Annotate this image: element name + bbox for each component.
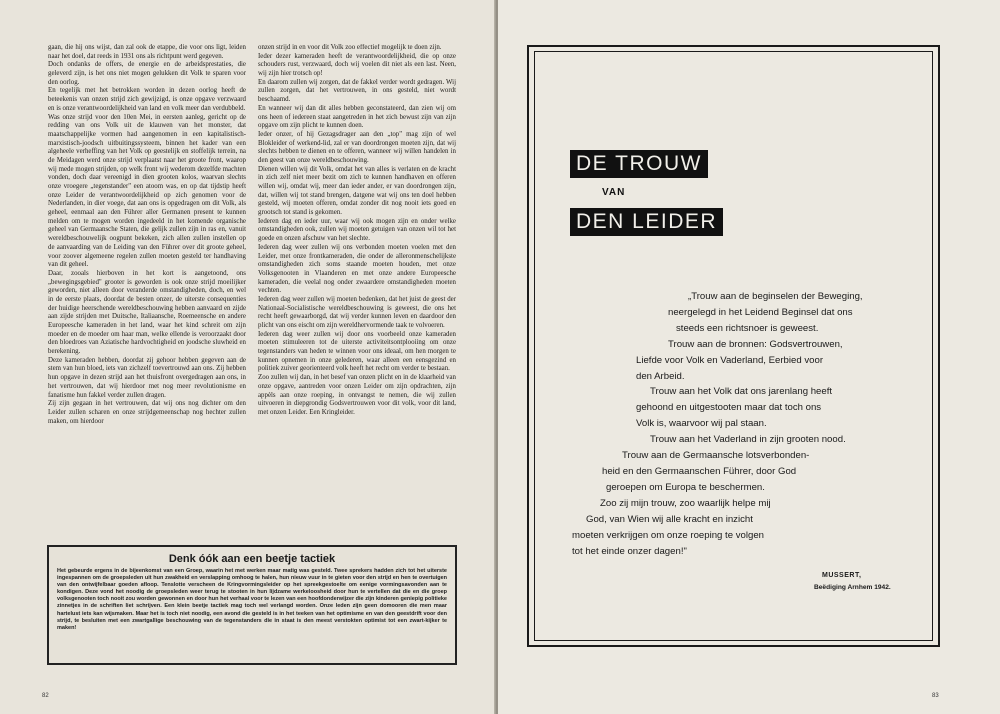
paragraph: Iederen dag weer zullen wij ons verbonden moeten voelen met den Leider, met onze frontkameraden, die onder de alleronmenschelijkste omstandigheden zich soms staande moeten houden, met onze Volksgenooten in Vlaanderen en met onze andere Europeesche kameraden, die veelal nog onder zwaardere omstandigheden moeten vechten.	[258, 243, 456, 295]
paragraph: Iederen dag en ieder uur, waar wij ook mogen zijn en onder welke omstandigheden ook, zullen wij moeten getuigen van onzen wil tot het goede en onzen afschuw van het slechte.	[258, 217, 456, 243]
paragraph: onzen strijd in en voor dit Volk zoo effectief mogelijk te doen zijn.	[258, 44, 442, 51]
text-column-left	[48, 44, 246, 534]
title-line-3: DEN LEIDER	[570, 208, 723, 236]
oath-line: Trouw aan het Vaderland in zijn grooten nood.	[650, 434, 846, 446]
paragraph: Ieder onzer, of hij Gezagsdrager aan den „top" mag zijn of wel Blokleider of werkend-lid, zal er van doordrongen moeten zijn, dat wij slechts hebben te dienen en te offeren, wanneer wij willen handelen in den geest van onze wereldbeschouwing.	[258, 130, 456, 164]
paragraph: Dienen willen wij dit Volk, omdat het van alles is verlaten en de kracht in zich zelf niet meer bezit om zich te kunnen handhaven en offeren willen wij, omdat wij, meer dan ieder ander, er van doordrongen zijn, dat, willen wij tot stand brengen, datgene wat wij ons ten doel hebben gesteld, wij moeten offeren, omdat zonder dit nog nooit iets goed en grootsch tot stand is gekomen.	[258, 165, 456, 217]
tactics-heading: Denk óók aan een beetje tactiek	[168, 553, 336, 565]
paragraph: Zoo zullen wij dan, in het besef van onzen plicht en in de klaarheid van onze opgave, aantreden voor onzen Leider om zijn opdrachten, zijn appèls aan onze roeping, in ontvangst te nemen, die wij zullen uitvoeren in diepgrondig Godsvertrouwen voor dit volk, voor dit land, met onzen Leider. Een Kringleider.	[258, 374, 456, 416]
oath-line: steeds een richtsnoer is geweest.	[676, 322, 819, 334]
paragraph: En daarom zullen wij zorgen, dat de fakkel verder wordt gedragen. Wij zullen zorgen, dat het vertrouwen, in ons gesteld, niet wordt beschaamd.	[258, 78, 456, 104]
oath-line: Trouw aan de Germaansche lotsverbonden-	[622, 450, 810, 462]
oath-line: „Trouw aan de beginselen der Beweging,	[688, 291, 863, 302]
oath-line: Zoo zij mijn trouw, zoo waarlijk helpe mij	[600, 497, 771, 509]
page-number-right: 83	[932, 693, 939, 699]
oath-line: tot het einde onzer dagen!"	[572, 545, 687, 557]
page-number-left: 82	[42, 693, 49, 699]
left-page	[0, 0, 496, 714]
paragraph: En wanneer wij dan dit alles hebben geconstateerd, dan zien wij om ons heen of iedereen staat aangetreden in het zich bewust zijn van zijn opgave om zijn plicht te kunnen doen.	[258, 104, 456, 130]
paragraph: gaan, die hij ons wijst, dan zal ook de etappe, die voor ons ligt, leiden naar het doel, dat reeds in 1931 ons als richtpunt werd gegeven.	[48, 44, 246, 60]
oath-line: neergelegd in het Leidend Beginsel dat ons	[668, 306, 853, 318]
oath-line: Liefde voor Volk en Vaderland, Eerbied voor	[636, 354, 824, 366]
title-line-2: VAN	[602, 187, 626, 198]
paragraph: Iederen dag weer zullen wij door ons voorbeeld onze kameraden moeten stimuleeren tot de uiterste activiteitsontplooiing om onze tegenstanders van heden te winnen voor ons ideaal, om hen morgen te kunnen opnemen in onze gelederen, waar alleen een eensgezind en politiek zuiver georienteerd volk heeft het recht om verder te bestaan.	[258, 330, 456, 373]
oath-line: geroepen om Europa te beschermen.	[606, 481, 765, 493]
paragraph: Iederen dag weer zullen wij moeten bedenken, dat het juist de geest der Nationaal-Socialistische wereldbeschouwing is geweest, die ons het recht heeft gewaarborgd, dat wij verder kunnen leven en daardoor den plicht van ons eischt om zijn wereldhervormende taak te volvoeren.	[258, 295, 456, 329]
oath-line: heid en den Germaanschen Führer, door God	[602, 465, 797, 477]
paragraph: Doch ondanks de offers, de energie en de arbeidsprestaties, die geleverd zijn, is het ons niet mogen gelukken dit Volk te sparen voor den oorlog.	[48, 61, 246, 86]
oath-line: Volk is, waarvoor wij pal staan.	[636, 418, 767, 430]
signature-name: MUSSERT,	[822, 572, 862, 579]
oath-line: Trouw aan de bronnen: Godsvertrouwen,	[668, 338, 843, 350]
title-line-1: DE TROUW	[570, 150, 708, 178]
oath-line: God, van Wien wij alle kracht en inzicht	[586, 513, 753, 525]
paragraph: Was onze strijd voor den 10en Mei, in eersten aanleg, gericht op de redding van ons Volk uit de klauwen van het monster, dat maatschappelijke vormen had aangenomen in een kapitalistisch-marxistisch-joodsch uitbuitingssysteem, binnen het kader van een algeheele verheffing van het Volk op geestelijk en stoffelijk terrein, na de Meidagen werd onze strijd verplaatst naar het groote front, waarop wij mede mogen strijden, op welk front wij wederom dezelfde machten vonden, doch daar vereenigd in dien grooten kolos, waarvan slechts onze vroegere „tegenstander" een atoom was, en op dat tijdstip heeft onze Leider de verantwoordelijkheid op zich genomen voor de Nederlanden, in dier voege, dat aan ons is opgedragen om dit Volk, als geheel, eenmaal aan den Führer aller Germanen present te kunnen melden om te mogen worden ingedeeld in het komende organische geheel van Germaansche Staten, die gelijk zullen zijn in ras en, vanuit wereldbeschouwelijk oogpunt bekeken, zich allen zullen instellen op de aanvaarding van de Leiding van den Führer over dit groote geheel, voor zoover algemeene regelen zullen moeten gesteld ter handhaving van dit geheel.	[48, 113, 246, 269]
tactics-body: Het gebeurde ergens in de bijeenkomst van een Groep, waarin het met werken maar matig was gesteld. Twee sprekers hadden zich tot het uiterste ingespannen om de groepsleden uit hun zwakheid en verslapping omhoog te halen, hun nieuw vuur in te gieten voor den strijd en hen te overtuigen van den ontwijfelbaar goeden afloop. Tenslotte verscheen de Kringvormingsleider op het spreekgestoelte om eenige vormingsavonden aan te kondigen. Deze vond het noodig de groepsleden weer terug te stooten in hun lijdzame werkeloosheid door hun te vertellen dat die en die groep volksgenooten toch nooit zou worden gewonnen en door hun het verhaal voor te lezen van een hoofdonderwijzer die zijn kinderen geniepig politieke zinnetjes in de schriften liet schrijven. Een klein beetje tactiek mag toch wel verlangd worden. Onze leden zijn geen domooren die men maar hartelust iets kan wijsmaken. Maar het is toch niet noodig, een avond die gesteld is in het teeken van het optimisme en van den geestdrift voor den strijd, te besluiten met een zwartgallige beschouwing van de tegenstanders die in staat is den meest verstokten optimist tot een zwart-kijker te maken!	[57, 568, 447, 631]
text-column-right	[258, 44, 456, 534]
paragraph: Deze kameraden hebben, doordat zij gehoor hebben gegeven aan de stem van hun bloed, iets van zichzelf toevertrouwd aan ons. Zij hebben hun opgave in dezen strijd aan het thuisfront overgedragen aan ons, in het vertrouwen, dat wij hierdoor met nog meer revolutionisme en fanatisme hun fakkel verder zullen dragen.	[48, 356, 246, 399]
oath-line: Trouw aan het Volk dat ons jarenlang heeft	[650, 386, 833, 398]
signature-note: Beëdiging Arnhem 1942.	[814, 584, 891, 591]
paragraph: Zij zijn gegaan in het vertrouwen, dat wij ons nog dichter om den Leider zullen scharen en onze strijdgemeenschap nog hechter zullen maken, om hierdoor	[48, 400, 246, 425]
paragraph: Daar, zooals hierboven in het kort is aangetoond, ons „bewegingsgebied" grooter is geworden is ook onze strijd moeilijker geworden, niet alleen door veranderde omstandigheden, doch, en wel in de eerste plaats, doordat de besten onzer, de uiterste consequenties der huidige heerschende wereldbeschouwing hebben aanvaard en zijde aan zijde strijden met Duitsche, Italiaansche, Roemeensche en andere Europeesche kameraden in het land, waar het kind schreit om zijn moeder en de moeder om haar man, welke ellende is veroorzaakt door den bloedroes van Aziatische hardvochtigheid en joodsche sluwheid en berekening.	[48, 269, 246, 356]
oath-text	[560, 289, 908, 559]
paragraph: En tegelijk met het betrokken worden in dezen oorlog heeft de beteekenis van onzen strijd zich gewijzigd, is onze opgave verzwaard en is onze verantwoordelijkheid van land en volk meer dan verdubbeld.	[48, 87, 246, 112]
oath-line: gehoond en uitgestooten maar dat toch ons	[636, 402, 822, 414]
oath-line: den Arbeid.	[636, 370, 685, 382]
tactics-box	[47, 545, 457, 665]
oath-line: moeten verkrijgen om onze roeping te volgen	[572, 529, 764, 541]
paragraph: Ieder dezer kameraden heeft de verantwoordelijkheid, die op onze schouders rust, verzwaard, doch wij voelen dit niet als een last. Neen, wij zijn hier trotsch op!	[258, 52, 456, 78]
